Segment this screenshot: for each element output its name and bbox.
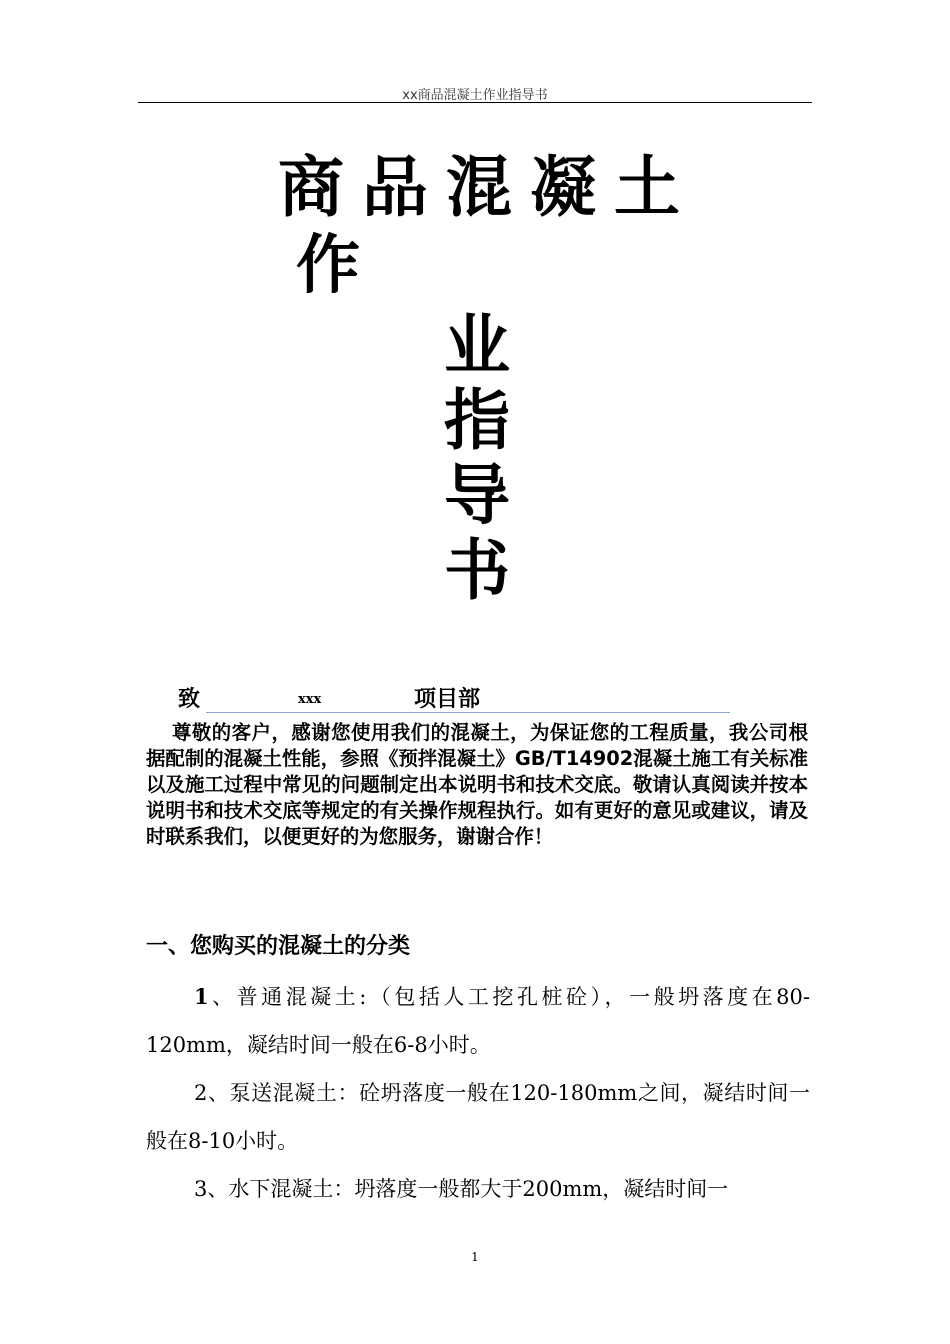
list-item: [146, 973, 810, 1069]
intro-paragraph: 尊敬的客户，感谢您使用我们的混凝土，为保证您的工程质量，我公司根据配制的混凝土性能，参照《预拌混凝土》GB/T14902混凝土施工有关标准以及施工过程中常见的问题制定出本说明书和技术交底。敬请认真阅读并按本说明书和技术交底等规定的有关操作规程执行。如有更好的意见或建议，请及时联系我们，以便更好的为您服务，谢谢合作！: [146, 721, 808, 848]
cover-title-vertical: [444, 308, 516, 608]
cover-title-line-2: 作: [296, 229, 360, 303]
section-heading: 一、您购买的混凝土的分类: [146, 934, 411, 959]
page-number: 1: [471, 1250, 479, 1264]
list-item: 2、泵送混凝土：砼坍落度一般在120-180mm之间，凝结时间一般在8-10小时。: [146, 1081, 810, 1153]
cover-title-char: 导: [444, 457, 510, 534]
addressee-department: 项目部: [414, 687, 481, 712]
addressee-underline: [206, 712, 730, 713]
list-item-number: 1: [194, 984, 209, 1009]
cover-title-char: 业: [444, 307, 510, 384]
list-item: 3、水下混凝土：坍落度一般都大于200mm，凝结时间一: [194, 1177, 729, 1201]
cover-title-char: 书: [444, 532, 510, 609]
header-divider: [138, 102, 812, 103]
running-header: xx商品混凝土作业指导书: [402, 88, 548, 103]
cover-title-line-1: 商品混凝土: [278, 149, 698, 226]
cover-title-char: 指: [444, 382, 510, 459]
addressee-to: 致: [178, 687, 201, 712]
addressee-recipient: xxx: [298, 692, 322, 707]
list-item-text: 、普通混凝土:（包括人工挖孔桩砼），一般坍落度在80-120mm，凝结时间一般在6-8小时。: [146, 985, 810, 1057]
